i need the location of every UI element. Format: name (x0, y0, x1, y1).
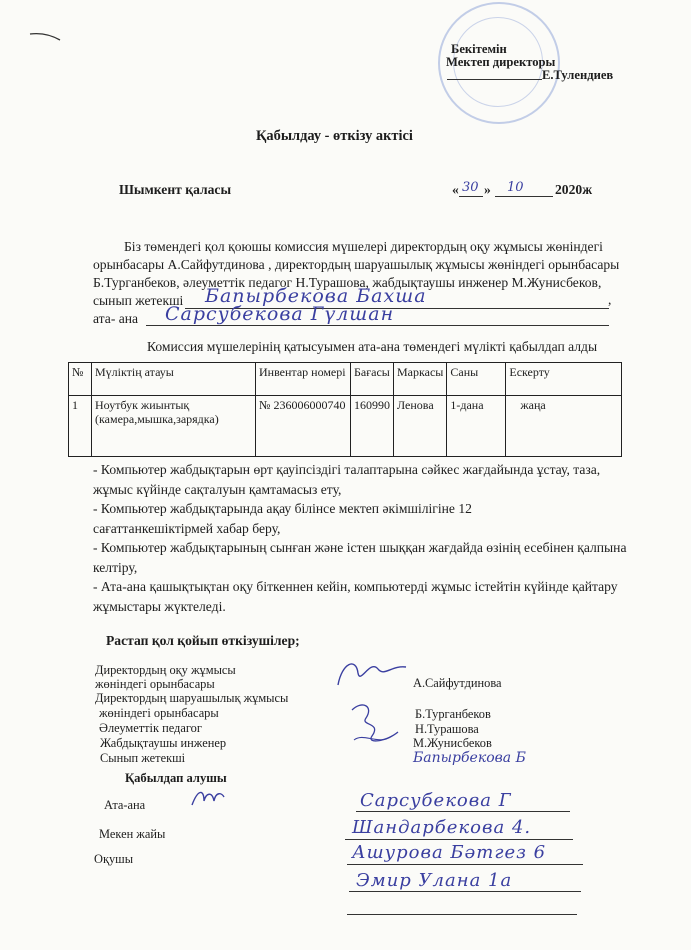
cell-inventory: № 236006000740 (256, 396, 351, 457)
intro-line-2: орынбасары А.Сайфутдинова , директордың шаруашылық жұмысы жөніндегі орынбасары (93, 257, 620, 272)
cell-price: 160990 (351, 396, 394, 457)
cell-name (92, 396, 256, 457)
cell-note: жаңа (506, 396, 622, 457)
condition-item: - Компьютер жабдықтарын өрт қауіпсіздігі талаптарына сәйкес жағдайында ұстау, таза, жұмыс күйінде сақталуын қамтамасыз ету, (93, 462, 601, 497)
document-title: Қабылдау - өткізу актісі (256, 128, 413, 144)
cell-brand: Ленова (394, 396, 447, 457)
role-3: Директордың шаруашылық жұмысы (95, 691, 289, 705)
signatures-heading: Растап қол қойып өткізушілер; (106, 633, 300, 648)
city: Шымкент қаласы (119, 182, 232, 197)
date-close-quote: » (484, 182, 491, 197)
teacher-label: сынып жетекші (93, 293, 184, 308)
col-brand: Маркасы (394, 363, 447, 396)
receiver-parent-line (356, 811, 570, 812)
condition-item: - Компьютер жабдықтарында ақау білінсе мектеп әкімшілігіне 12 сағаттанкешіктірмей хабар беру, (93, 501, 472, 536)
receiver-parent-label: Ата-ана (104, 798, 146, 812)
condition-item: - Компьютер жабдықтарының сынған және істен шыққан жағдайда өзінің есебінен қалпына келтіру, (93, 540, 627, 575)
role-7: Сынып жетекші (100, 751, 186, 765)
date-day: 30 (462, 180, 479, 195)
condition-item: - Ата-ана қашықтықтан оқу біткеннен кейін, компьютерді жұмыс істейтін күйінде қайтару жұмыстары жүктеледі. (93, 579, 618, 614)
cell-name-line-2: (камера,мышка,зарядка) (95, 412, 219, 426)
date-open-quote: « (452, 182, 459, 197)
date-month-line (495, 196, 553, 197)
parent-label: ата- ана (93, 311, 139, 326)
col-qty: Саны (447, 363, 506, 396)
cell-qty: 1-дана (447, 396, 506, 457)
commission-line: Комиссия мүшелерінің қатысуымен ата-ана төмендегі мүлікті қабылдап алды (147, 339, 598, 354)
cell-number: 1 (69, 396, 92, 457)
parent-name-handwritten: Сарсубекова Гүлшан (165, 303, 395, 325)
receiver-student-handwritten-2: Эмир Улана 1а (356, 870, 513, 891)
role-5: Әлеуметтік педагог (99, 721, 202, 735)
intro-line-3: Б.Турганбеков, әлеуметтік педагог Н.Турашова, жабдықтаушы инженер М.Жунисбеков, (93, 275, 602, 290)
parent-signature-scribble (188, 785, 228, 811)
intro-line-1: Біз төмендегі қол қоюшы комиссия мүшелері директордың оқу жұмысы жөніндегі (124, 239, 603, 254)
teacher-comma: , (608, 292, 612, 307)
table-header-row (69, 363, 622, 396)
role-2: жөніндегі орынбасары (95, 677, 215, 691)
receiver-student-handwritten-1: Ашурова Бәтгез 6 (352, 842, 547, 863)
receiver-extra-line (347, 914, 577, 915)
teacher-signature-handwritten: Бапырбекова Б (413, 750, 526, 766)
approval-line-3: Е.Тулендиев (542, 68, 614, 82)
name-3: Н.Турашова (415, 722, 479, 736)
signature-scribble-1 (330, 655, 410, 691)
name-2: Б.Турганбеков (415, 707, 491, 721)
receiver-student-label: Оқушы (94, 852, 134, 866)
col-note: Ескерту (506, 363, 622, 396)
teacher-name-handwritten: Бапырбекова Бахша (205, 285, 427, 307)
parent-line (146, 325, 609, 326)
role-6: Жабдықтаушы инженер (100, 736, 227, 750)
property-table (68, 362, 622, 457)
receiver-parent-handwritten: Сарсубекова Г (360, 790, 512, 811)
col-price: Бағасы (351, 363, 394, 396)
date-day-line (459, 196, 483, 197)
approval-line-2: Мектеп директоры (446, 55, 556, 69)
col-inventory: Инвентар номері (256, 363, 351, 396)
col-name: Мүліктің атауы (92, 363, 256, 396)
receivers-heading: Қабылдап алушы (125, 771, 227, 785)
name-1: А.Сайфутдинова (413, 676, 502, 690)
col-number: № (69, 363, 92, 396)
cell-name-line-1: Ноутбук жиынтық (95, 398, 190, 412)
conditions-list (93, 460, 633, 616)
table-row (69, 396, 622, 457)
corner-mark (28, 28, 62, 42)
role-4: жөніндегі орынбасары (99, 706, 219, 720)
receiver-student-line-1 (347, 864, 583, 865)
date-year: 2020ж (555, 182, 593, 197)
receiver-student-line-2 (349, 891, 581, 892)
receiver-address-handwritten: Шандарбекова 4. (352, 817, 532, 838)
receiver-address-line (345, 839, 573, 840)
approval-signature-line (447, 79, 542, 80)
date-month: 10 (507, 180, 524, 195)
approval-line-1: Бекітемін (451, 42, 507, 56)
receiver-address-label: Мекен жайы (99, 827, 166, 841)
name-4: М.Жунисбеков (413, 736, 492, 750)
role-1: Директордың оқу жұмысы (95, 663, 236, 677)
signature-scribble-2 (342, 696, 412, 752)
